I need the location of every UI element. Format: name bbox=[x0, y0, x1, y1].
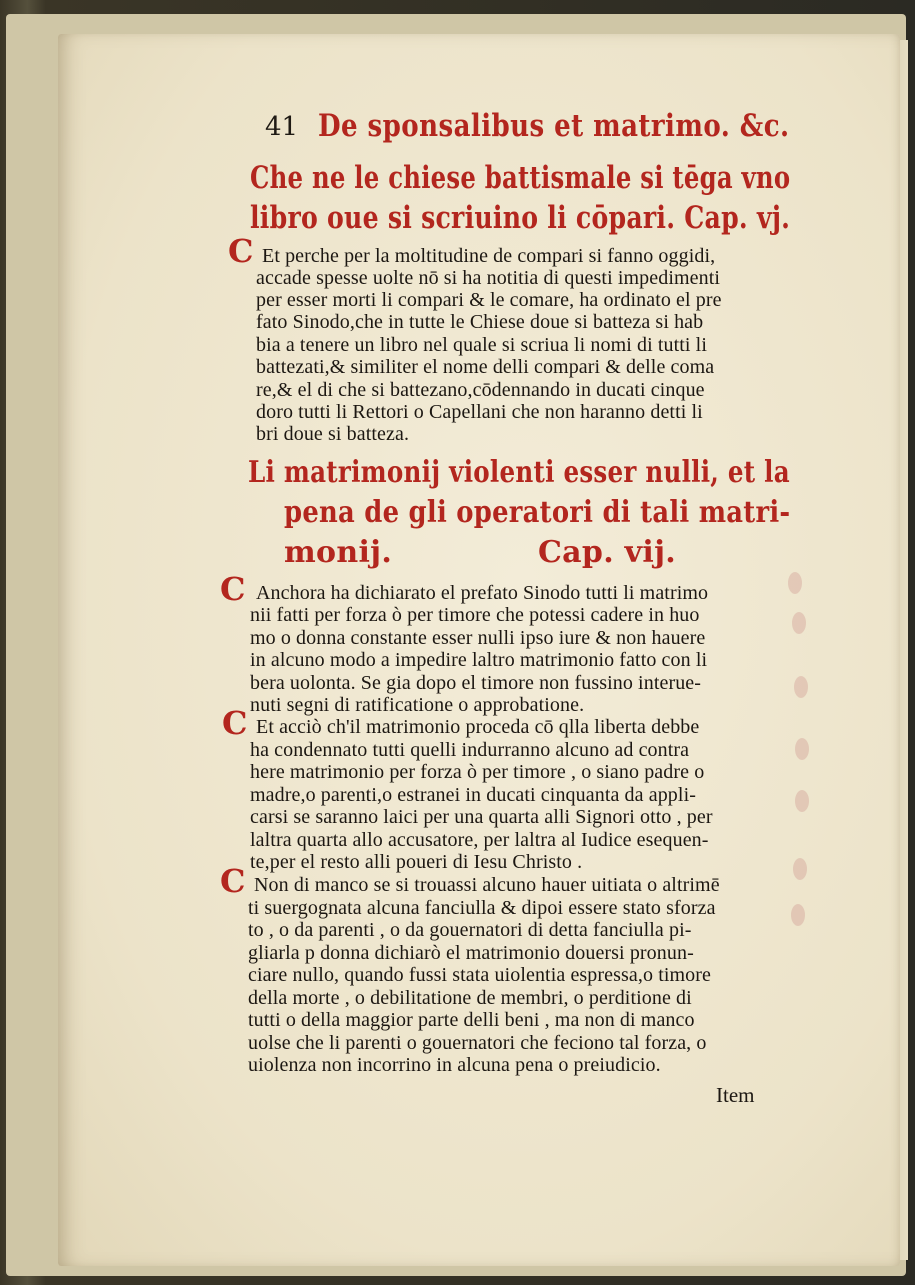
body-line: per esser morti li compari & le comare, ha ordinato el pre bbox=[256, 289, 722, 311]
paragraph-mark: C bbox=[228, 232, 254, 270]
body-line: carsi se saranno laici per una quarta alli Signori otto , per bbox=[250, 806, 713, 828]
running-head: De sponsalibus et matrimo. &c. bbox=[318, 108, 790, 144]
body-line: Non di manco se si trouassi alcuno hauer uitiata o altrimē bbox=[254, 874, 720, 896]
body-line: nuti segni di ratificatione o approbatione. bbox=[250, 694, 585, 716]
body-line: della morte , o debilitatione de membri, o perditione di bbox=[248, 987, 692, 1009]
body-line: tutti o della maggior parte delli beni , ma non di manco bbox=[248, 1009, 695, 1031]
body-line: Et perche per la moltitudine de compari si fanno oggidi, bbox=[262, 245, 716, 267]
body-line: gliarla p donna dichiarò el matrimonio douersi pronun- bbox=[248, 942, 694, 964]
body-line: to , o da parenti , o da gouernatori di detta fanciulla pi- bbox=[248, 919, 692, 941]
offset-mark bbox=[793, 858, 807, 880]
heading-line: pena de gli operatori di tali matri- bbox=[284, 495, 791, 530]
body-line: doro tutti li Rettori o Capellani che non haranno detti li bbox=[256, 401, 703, 423]
body-line: laltra quarta allo accusatore, per laltra al Iudice esequen- bbox=[250, 829, 709, 851]
offset-mark bbox=[795, 790, 809, 812]
body-line: ha condennato tutti quelli indurranno alcuno ad contra bbox=[250, 739, 690, 761]
body-line: mo o donna constante esser nulli ipso iure & non hauere bbox=[250, 627, 706, 649]
offset-mark bbox=[791, 904, 805, 926]
heading-line: Cap. vij. bbox=[538, 535, 677, 570]
body-line: bera uolonta. Se gia dopo el timore non fussino interue- bbox=[250, 672, 702, 694]
body-line: uolse che li parenti o gouernatori che feciono tal forza, o bbox=[248, 1032, 707, 1054]
body-line: in alcuno modo a impedire laltro matrimonio fatto con li bbox=[250, 649, 708, 671]
paragraph-mark: C bbox=[222, 704, 248, 742]
body-line: nii fatti per forza ò per timore che potessi cadere in huo bbox=[250, 604, 700, 626]
body-line: madre,o parenti,o estranei in ducati cinquanta da appli- bbox=[250, 784, 696, 806]
body-line: fato Sinodo,che in tutte le Chiese doue si batteza si hab bbox=[256, 311, 704, 333]
body-line: ciare nullo, quando fussi stata uiolentia espressa,o timore bbox=[248, 964, 711, 986]
heading-line: monij. bbox=[284, 535, 393, 570]
body-line: battezati,& similiter el nome delli compari & delle coma bbox=[256, 356, 715, 378]
offset-mark bbox=[794, 676, 808, 698]
body-line: bri doue si batteza. bbox=[256, 423, 410, 445]
body-line: ti suergognata alcuna fanciulla & dipoi essere stato sforza bbox=[248, 897, 716, 919]
body-line: re,& el di che si battezano,cōdennando in ducati cinque bbox=[256, 379, 705, 401]
heading-line: Che ne le chiese battismale si tēga vno bbox=[250, 160, 791, 196]
body-line: uiolenza non incorrino in alcuna pena o preiudicio. bbox=[248, 1054, 661, 1076]
offset-mark bbox=[788, 572, 802, 594]
paragraph-mark: C bbox=[220, 862, 246, 900]
body-line: accade spesse uolte nō si ha notitia di questi impedimenti bbox=[256, 267, 721, 289]
body-line: te,per el resto alli poueri di Iesu Christo . bbox=[250, 851, 583, 873]
catchword: Item bbox=[716, 1083, 755, 1107]
body-line: Et acciò ch'il matrimonio proceda cō qlla liberta debbe bbox=[256, 716, 700, 738]
heading-line: Li matrimonij violenti esser nulli, et la bbox=[248, 455, 790, 490]
heading-line: libro oue si scriuino li cōpari. Cap. vj. bbox=[250, 200, 791, 236]
offset-mark bbox=[795, 738, 809, 760]
body-line: bia a tenere un libro nel quale si scriua li nomi di tutti li bbox=[256, 334, 707, 356]
paragraph-mark: C bbox=[220, 570, 246, 608]
body-line: Anchora ha dichiarato el prefato Sinodo tutti li matrimo bbox=[256, 582, 709, 604]
offset-mark bbox=[792, 612, 806, 634]
folio-number: 41 bbox=[265, 112, 299, 142]
body-line: here matrimonio per forza ò per timore , o siano padre o bbox=[250, 761, 705, 783]
